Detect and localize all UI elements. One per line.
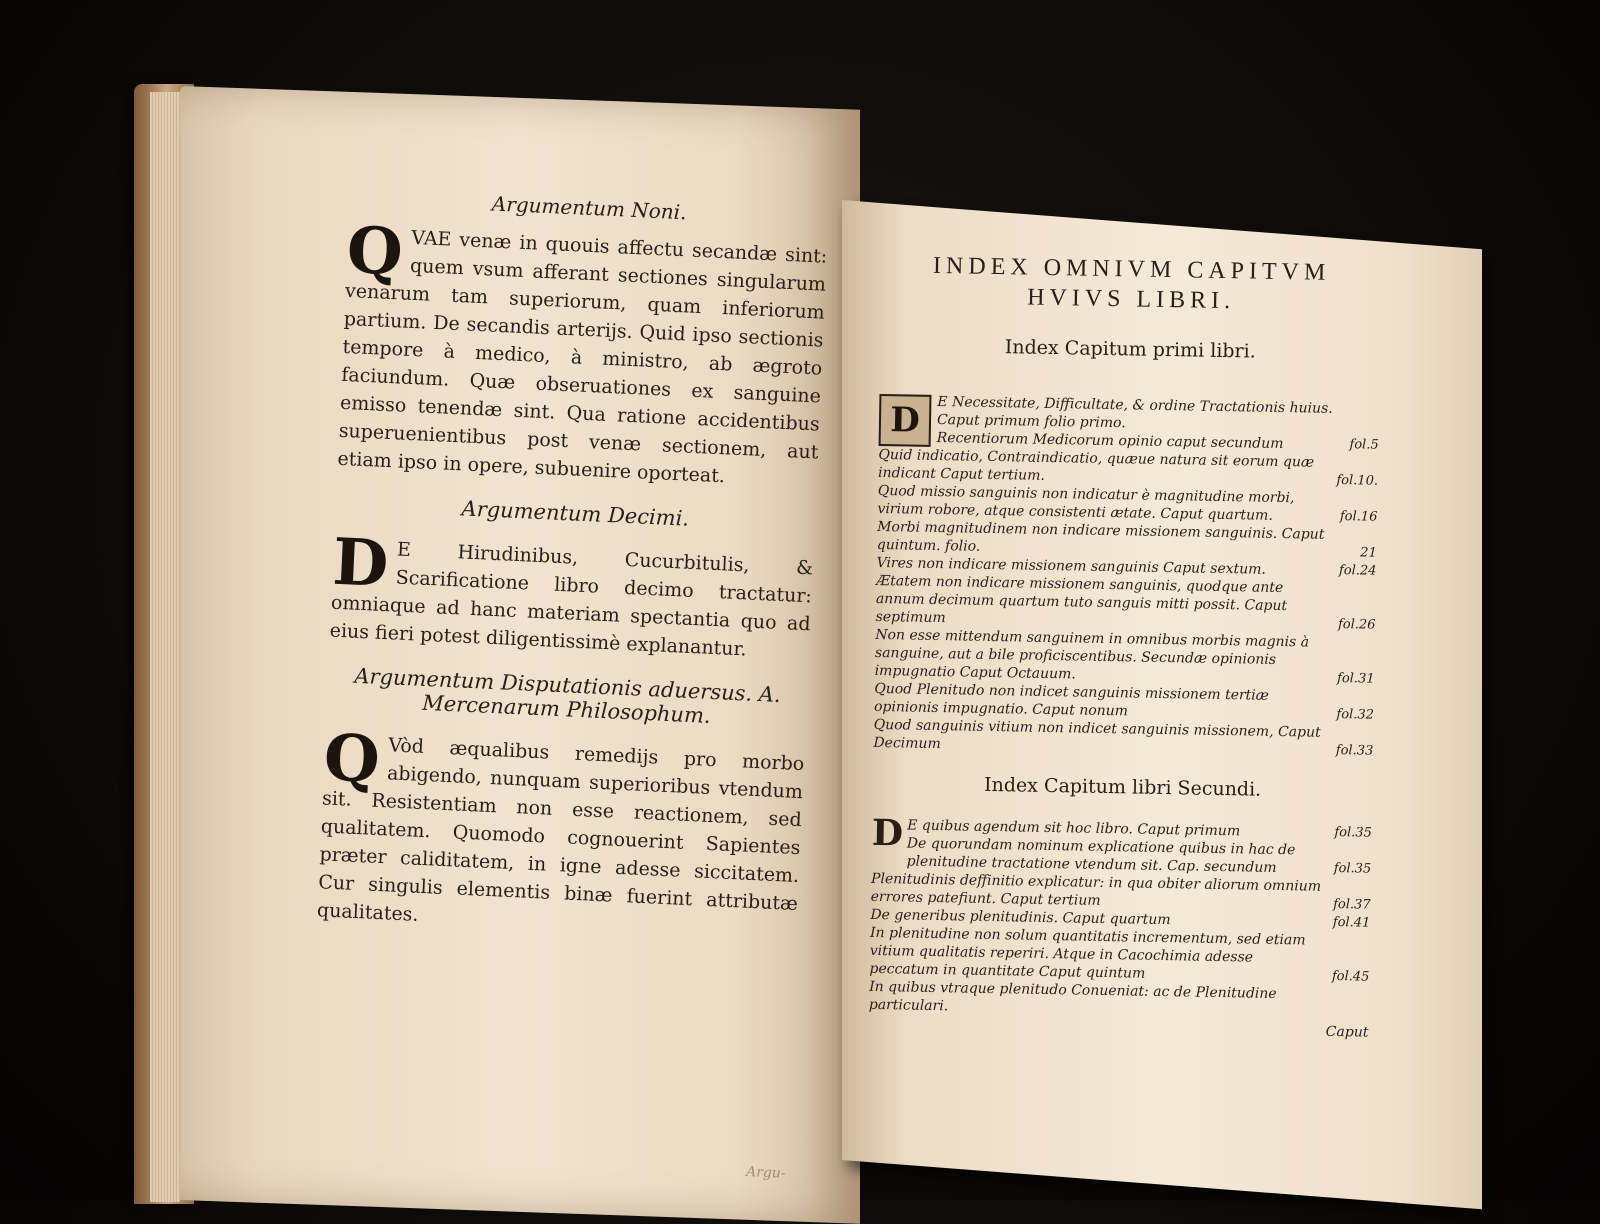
index-entry-text: Recentiorum Medicorum opinio caput secundum bbox=[936, 429, 1284, 453]
index-entry-text: E quibus agendum sit hoc libro. Caput primum bbox=[907, 817, 1241, 840]
page-stack bbox=[150, 92, 180, 1202]
index-entries-book2 bbox=[868, 811, 1373, 1023]
index-entry-text: Non esse mittendum sanguinem in omnibus morbis magnis à sanguine, aut a bile proficiscentibus. Secundæ opinionis impugnatio Caput Octauum. bbox=[874, 626, 1310, 683]
drop-cap: D bbox=[871, 811, 904, 855]
index-entry-folio: fol.35 bbox=[1334, 824, 1373, 841]
index-entry-folio: fol.10. bbox=[1336, 472, 1379, 489]
index-entry-text: Quod missio sanguinis non indicatur è magnitudine morbi, virium robore, atque consistenti ætate. Caput quartum. bbox=[877, 482, 1295, 524]
index-subtitle-book2: Index Capitum libri Secundi. bbox=[983, 773, 1262, 801]
index-entry bbox=[874, 626, 1375, 689]
index-entry-folio: fol.24 bbox=[1338, 563, 1377, 579]
drop-cap: Q bbox=[322, 720, 382, 798]
index-entry bbox=[875, 572, 1376, 635]
index-entry-folio: fol.32 bbox=[1336, 707, 1375, 723]
index-entry-folio: fol.26 bbox=[1337, 617, 1376, 633]
index-entry-text: De generibus plenitudinis. Caput quartum bbox=[870, 906, 1171, 929]
index-entry-folio: fol.5 bbox=[1349, 437, 1379, 453]
index-entry-text: E Necessitate, Difficultate, & ordine Tractationis huius. Caput primum folio primo. bbox=[936, 393, 1333, 432]
index-entry-folio: 21 bbox=[1360, 545, 1377, 561]
catchword: Argu- bbox=[745, 1163, 786, 1182]
argument-heading-noni: Argumentum Noni. bbox=[491, 191, 688, 225]
index-subtitle-book1: Index Capitum primi libri. bbox=[1004, 336, 1256, 363]
index-entry-text: In plenitudine non solum quantitatis incrementum, sed etiam vitium qualitatis reperiri. Atque in Cacochimia adesse peccatum in quantitate Caput quintum bbox=[869, 924, 1306, 982]
index-entry-folio: fol.37 bbox=[1333, 896, 1371, 913]
index-entry bbox=[869, 924, 1370, 987]
paragraph-text: Vòd æqualibus remedijs pro morbo abigendo, nunquam superioribus vtendum sit. Resistentiam non esse reactionem, sed qualitatem. Quomodo cognouerint Sapientes præter caliditatem, in igne adesse siccitatem. Cur singulis elementis binæ fuerint attributæ qualitates. bbox=[316, 734, 805, 926]
index-entry-text: Quid indicatio, Contraindicatio, quæue natura sit eorum quæ indicant Caput tertium. bbox=[877, 446, 1315, 484]
index-entry-text: Vires non indicare missionem sanguinis Caput sextum. bbox=[876, 554, 1267, 578]
argument-heading-disputationis: Argumentum Disputationis aduersus. A. Mercenarum Philosophum. bbox=[353, 663, 782, 728]
argument-heading-decimi: Argumentum Decimi. bbox=[461, 496, 690, 531]
ornamental-initial: D bbox=[879, 394, 932, 447]
argument-paragraph bbox=[337, 212, 828, 495]
index-title-line2: HVIVS LIBRI. bbox=[1026, 284, 1236, 315]
index-entry-folio: fol.33 bbox=[1335, 742, 1374, 759]
paragraph-text: E Hirudinibus, Cucurbitulis, & Scarificatione libro decimo tractatur: omniaque ad hanc materiam spectantia quo ad eius fieri potest diligentissimè explanantur. bbox=[329, 538, 814, 661]
index-entry-folio: fol.31 bbox=[1336, 671, 1375, 687]
right-page-text bbox=[868, 250, 1382, 1041]
drop-cap: Q bbox=[345, 212, 405, 291]
index-entry-folio: fol.35 bbox=[1333, 860, 1372, 877]
argument-paragraph bbox=[316, 720, 805, 946]
index-entry-folio: fol.16 bbox=[1339, 509, 1378, 525]
index-entry-folio: fol.41 bbox=[1332, 914, 1371, 931]
index-entry-text: Quod Plenitudo non indicet sanguinis missionem tertiæ opinionis impugnatio. Caput nonum bbox=[873, 680, 1270, 720]
index-entry bbox=[869, 978, 1370, 1023]
index-entry-text: Ætatem non indicare missionem sanguinis, quodque ante annum decimum quartum tuto sanguis mitti possit. Caput septimum bbox=[875, 572, 1288, 627]
index-entry-text: In quibus vtraque plenitudo Conueniat: ac de Plenitudine particulari. bbox=[868, 978, 1277, 1015]
left-page-text bbox=[306, 185, 830, 1182]
index-entry-text: Quod sanguinis vitium non indicet sanguinis missionem, Caput Decimum bbox=[873, 716, 1321, 753]
argument-paragraph bbox=[329, 524, 814, 667]
index-entry-text: Plenitudinis deffinitio explicatur: in qua obiter aliorum omnium errores patefiunt. Caput tertium bbox=[870, 870, 1322, 909]
index-entry-folio: fol.45 bbox=[1331, 968, 1370, 985]
index-entry bbox=[873, 716, 1374, 761]
paragraph-text: VAE venæ in quouis affectu secandæ sint: quem vsum afferant sectiones singularum venarum tam superiorum, quam inferiorum partium. De secandis arterijs. Quid ipso sectionis tempore à medico, à ministro, ab ægroto faciundum. Quæ obseruationes ex sanguine emisso tenendæ sint. Qua ratione accidentibus superuenientibus post venæ sectionem, aut etiam ipso in opere, subuenire oporteat. bbox=[337, 226, 828, 488]
index-entry-text: De quorundam nominum explicatione quibus in hac de plenitudine tractatione vtendum sit. Cap. secundum bbox=[906, 835, 1296, 876]
index-entries-book1 bbox=[873, 392, 1379, 761]
drop-cap: D bbox=[331, 524, 391, 603]
index-title: INDEX OMNIVM CAPITVM bbox=[932, 252, 1331, 286]
index-entry-text: Morbi magnitudinem non indicare missionem sanguinis. Caput quintum. folio. bbox=[876, 518, 1325, 555]
catchword: Caput bbox=[1325, 1023, 1369, 1041]
